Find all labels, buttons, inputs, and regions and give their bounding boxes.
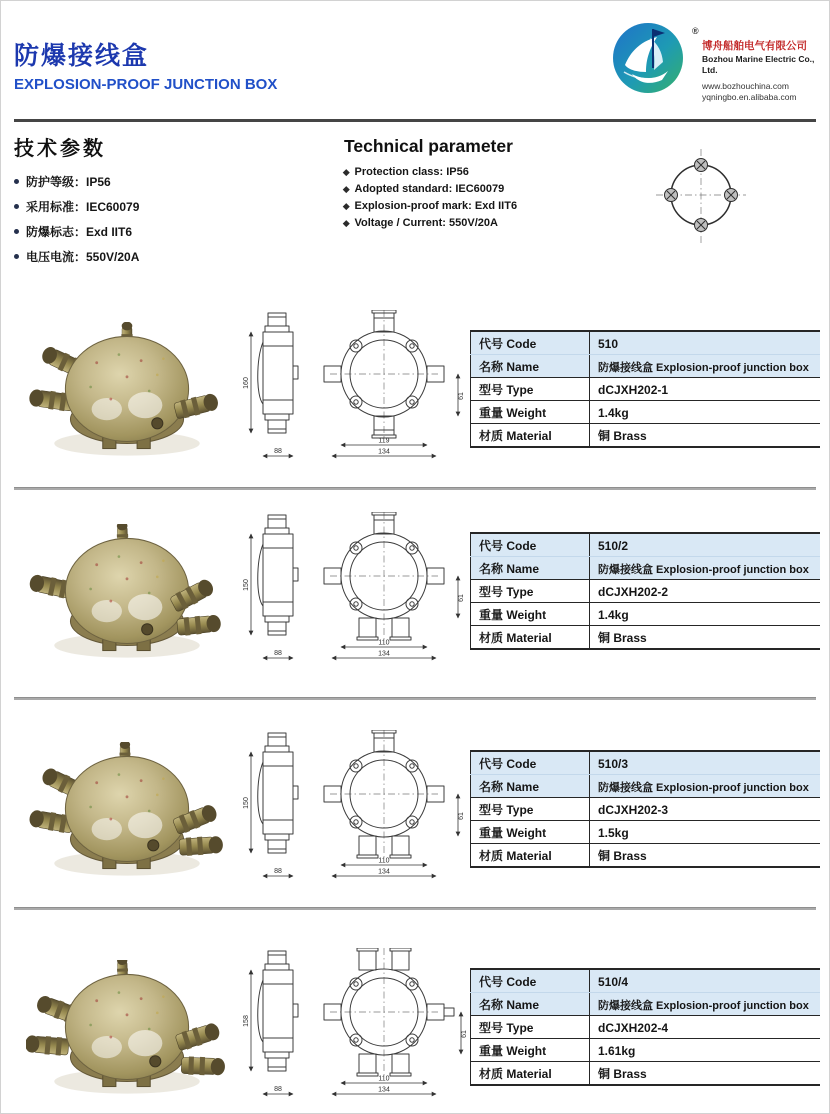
tech-params-heading-en: Technical parameter xyxy=(344,136,513,156)
dim-label: 158 xyxy=(243,1015,250,1027)
table-row: 重量 Weight 1.61kg xyxy=(471,1039,821,1062)
table-row: 型号 Type dCJXH202-2 xyxy=(471,580,821,603)
bullet-icon xyxy=(14,204,19,209)
dim-label: 110 xyxy=(378,1075,390,1083)
type-value: dCJXH202-4 xyxy=(590,1016,821,1039)
dim-label: 150 xyxy=(243,797,250,809)
weight-value: 1.4kg xyxy=(590,603,821,626)
dim-label: 160 xyxy=(243,377,250,389)
spec-table xyxy=(470,330,820,448)
dim-label: 61 xyxy=(458,812,465,820)
tech-params-heading-zh: 技术参数 xyxy=(14,138,106,160)
table-row: 材质 Material 铜 Brass xyxy=(471,626,821,650)
tech-param-item: Adopted standard: IEC60079 xyxy=(344,183,644,195)
top-view-drawing xyxy=(312,730,468,884)
mounting-hole-schematic xyxy=(644,146,766,248)
dim-label: 61 xyxy=(461,1030,468,1038)
company-name-zh: 博舟船舶电气有限公司 xyxy=(702,40,807,52)
table-row: 代号 Code 510 xyxy=(471,331,821,355)
section-divider xyxy=(14,487,816,490)
page-title-en: EXPLOSION-PROOF JUNCTION BOX xyxy=(14,76,278,93)
company-info xyxy=(702,40,830,103)
tech-param-item: Explosion-proof mark: Exd IIT6 xyxy=(344,200,644,212)
diamond-bullet-icon xyxy=(343,169,349,175)
spec-table xyxy=(470,532,820,650)
tech-params-zh xyxy=(14,132,314,265)
table-row: 名称 Name 防爆接线盒 Explosion-proof junction box xyxy=(471,775,821,798)
weight-value: 1.4kg xyxy=(590,401,821,424)
table-row: 材质 Material 铜 Brass xyxy=(471,844,821,868)
dim-label: 134 xyxy=(378,650,390,658)
material-value: 铜 Brass xyxy=(590,1062,821,1086)
name-value: 防爆接线盒 Explosion-proof junction box xyxy=(590,775,821,798)
table-row: 型号 Type dCJXH202-3 xyxy=(471,798,821,821)
product-photo xyxy=(26,524,228,666)
table-row: 型号 Type dCJXH202-4 xyxy=(471,1016,821,1039)
header-divider xyxy=(14,119,816,122)
tech-params-en xyxy=(344,136,644,229)
top-view-drawing xyxy=(312,512,468,666)
tech-param-item: Voltage / Current: 550V/20A xyxy=(344,217,644,229)
side-view-drawing xyxy=(242,946,316,1102)
bullet-icon xyxy=(14,229,19,234)
dim-label: 110 xyxy=(378,857,390,865)
top-view-drawing xyxy=(312,948,468,1102)
dim-label: 119 xyxy=(378,437,390,445)
dim-label: 150 xyxy=(243,579,250,591)
name-value: 防爆接线盒 Explosion-proof junction box xyxy=(590,993,821,1016)
top-view-drawing xyxy=(312,310,468,464)
weight-value: 1.61kg xyxy=(590,1039,821,1062)
type-value: dCJXH202-2 xyxy=(590,580,821,603)
weight-value: 1.5kg xyxy=(590,821,821,844)
side-view-drawing xyxy=(242,728,316,884)
dim-label: 88 xyxy=(274,868,282,875)
table-row: 重量 Weight 1.5kg xyxy=(471,821,821,844)
dim-label: 134 xyxy=(378,1086,390,1094)
section-divider xyxy=(14,697,816,700)
company-name-en: Bozhou Marine Electric Co., Ltd. xyxy=(702,53,815,75)
name-value: 防爆接线盒 Explosion-proof junction box xyxy=(590,557,821,580)
dim-label: 88 xyxy=(274,1086,282,1093)
spec-table xyxy=(470,750,820,868)
tech-param-item: 防护等级：IP56 xyxy=(14,173,314,190)
code-value: 510 xyxy=(590,331,821,355)
code-value: 510/4 xyxy=(590,969,821,993)
company-website: www.bozhouchina.com xyxy=(702,80,789,91)
table-row: 代号 Code 510/3 xyxy=(471,751,821,775)
table-row: 名称 Name 防爆接线盒 Explosion-proof junction box xyxy=(471,557,821,580)
company-website-alibaba: yqningbo.en.alibaba.com xyxy=(702,91,797,102)
bullet-icon xyxy=(14,179,19,184)
table-row: 代号 Code 510/4 xyxy=(471,969,821,993)
diamond-bullet-icon xyxy=(343,220,349,226)
product-section-510-3 xyxy=(0,740,830,900)
spec-table xyxy=(470,968,820,1086)
table-row: 重量 Weight 1.4kg xyxy=(471,401,821,424)
table-row: 型号 Type dCJXH202-1 xyxy=(471,378,821,401)
dim-label: 61 xyxy=(458,594,465,602)
side-view-drawing xyxy=(242,308,316,464)
diamond-bullet-icon xyxy=(343,186,349,192)
page-title-zh: 防爆接线盒 xyxy=(14,42,150,70)
product-photo xyxy=(26,960,228,1102)
table-row: 名称 Name 防爆接线盒 Explosion-proof junction box xyxy=(471,993,821,1016)
registered-trademark: ® xyxy=(692,26,699,36)
dim-label: 61 xyxy=(458,392,465,400)
company-logo-icon xyxy=(610,20,686,96)
type-value: dCJXH202-1 xyxy=(590,378,821,401)
table-row: 重量 Weight 1.4kg xyxy=(471,603,821,626)
table-row: 代号 Code 510/2 xyxy=(471,533,821,557)
diamond-bullet-icon xyxy=(343,203,349,209)
table-row: 材质 Material 铜 Brass xyxy=(471,1062,821,1086)
dim-label: 134 xyxy=(378,448,390,456)
side-view-drawing xyxy=(242,510,316,666)
dim-label: 88 xyxy=(274,448,282,455)
tech-param-item: 电压电流：550V/20A xyxy=(14,248,314,265)
bullet-icon xyxy=(14,254,19,259)
code-value: 510/3 xyxy=(590,751,821,775)
code-value: 510/2 xyxy=(590,533,821,557)
table-row: 名称 Name 防爆接线盒 Explosion-proof junction box xyxy=(471,355,821,378)
material-value: 铜 Brass xyxy=(590,626,821,650)
section-divider xyxy=(14,907,816,910)
product-section-510-4 xyxy=(0,958,830,1114)
dim-label: 134 xyxy=(378,868,390,876)
dim-label: 88 xyxy=(274,650,282,657)
product-photo xyxy=(26,742,228,884)
dim-label: 110 xyxy=(378,639,390,647)
tech-param-item: Protection class: IP56 xyxy=(344,166,644,178)
tech-param-item: 防爆标志：Exd IIT6 xyxy=(14,223,314,240)
table-row: 材质 Material 铜 Brass xyxy=(471,424,821,448)
product-section-510-2 xyxy=(0,522,830,682)
type-value: dCJXH202-3 xyxy=(590,798,821,821)
material-value: 铜 Brass xyxy=(590,424,821,448)
product-photo xyxy=(26,322,228,464)
tech-param-item: 采用标准：IEC60079 xyxy=(14,198,314,215)
product-section-510 xyxy=(0,320,830,480)
material-value: 铜 Brass xyxy=(590,844,821,868)
name-value: 防爆接线盒 Explosion-proof junction box xyxy=(590,355,821,378)
